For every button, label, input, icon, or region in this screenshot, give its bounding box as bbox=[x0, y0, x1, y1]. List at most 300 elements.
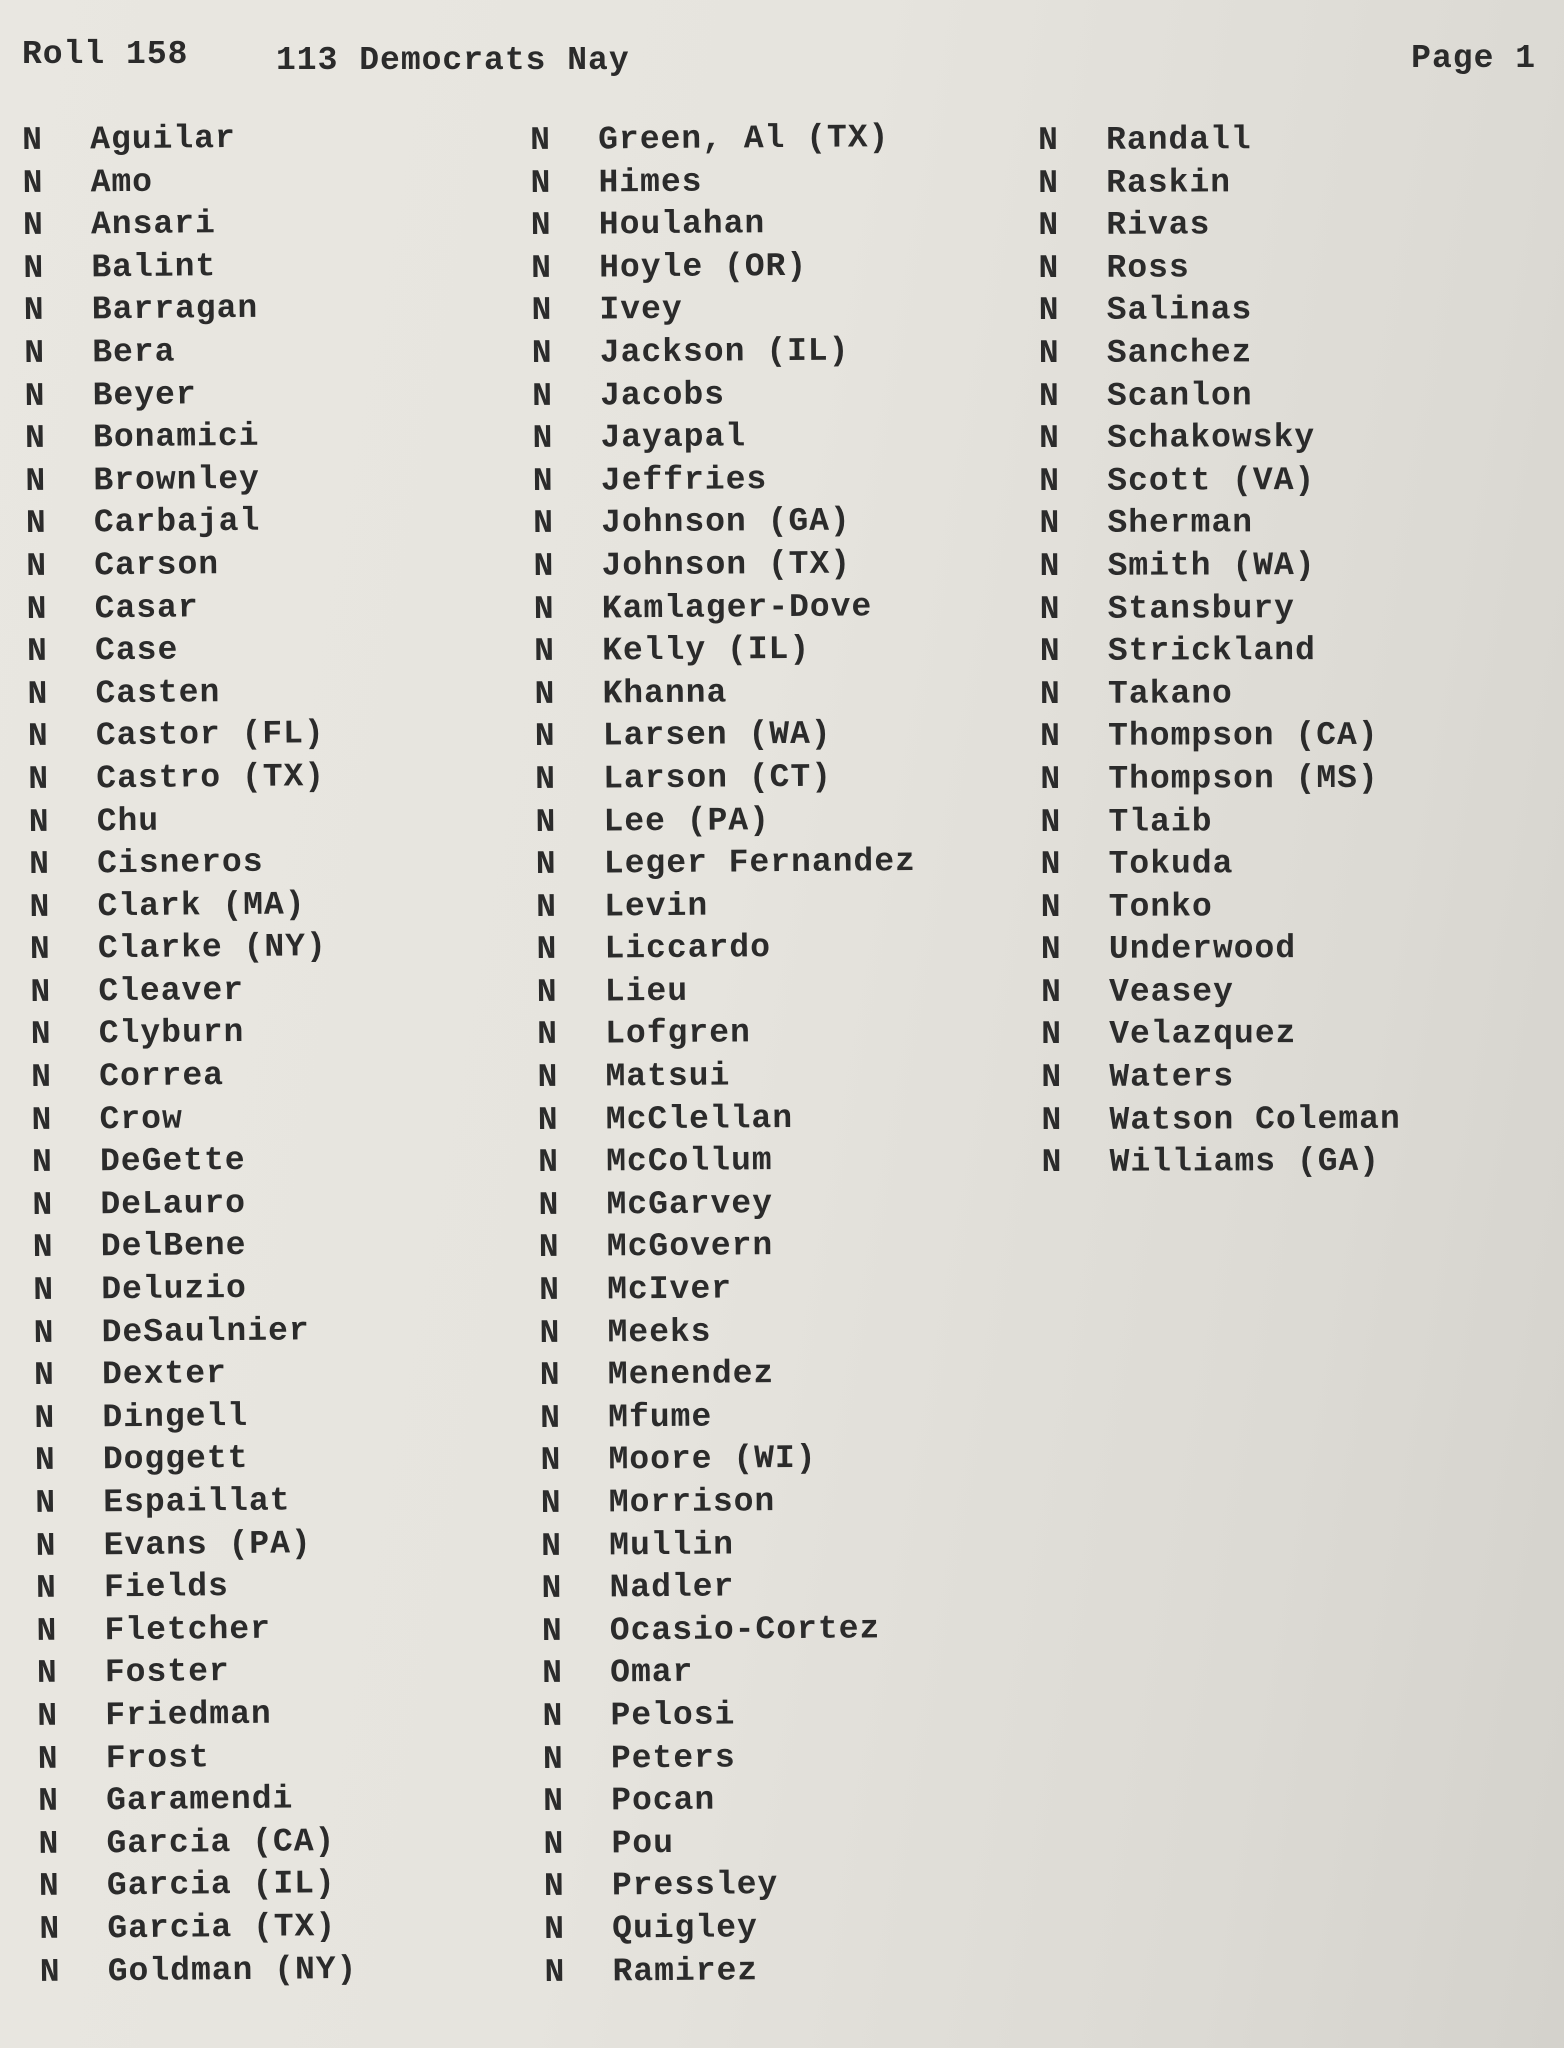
member-name: Levin bbox=[604, 887, 709, 926]
vote-mark: N bbox=[543, 1868, 565, 1906]
vote-mark: N bbox=[25, 505, 47, 543]
member-name: Strickland bbox=[1107, 632, 1316, 670]
vote-row bbox=[24, 287, 342, 333]
member-name: Clark (MA) bbox=[97, 886, 306, 925]
member-name: Schakowsky bbox=[1107, 419, 1316, 457]
vote-row bbox=[534, 671, 914, 717]
member-name: Himes bbox=[598, 163, 703, 202]
vote-mark: N bbox=[35, 1527, 57, 1565]
member-name: Tokuda bbox=[1108, 845, 1234, 883]
member-name: Bonamici bbox=[92, 417, 260, 457]
vote-mark: N bbox=[39, 1953, 61, 1991]
vote-row bbox=[540, 1395, 920, 1441]
vote-mark: N bbox=[541, 1527, 563, 1565]
vote-row bbox=[36, 1608, 354, 1654]
vote-column-2 bbox=[530, 117, 925, 1994]
member-name: Correa bbox=[99, 1057, 225, 1096]
vote-row bbox=[27, 628, 345, 674]
vote-mark: N bbox=[28, 803, 50, 841]
vote-mark: N bbox=[33, 1356, 56, 1395]
vote-row bbox=[534, 586, 914, 632]
member-name: McClellan bbox=[605, 1099, 794, 1139]
vote-row bbox=[536, 884, 916, 930]
vote-row bbox=[543, 1736, 923, 1782]
vote-mark: N bbox=[533, 590, 555, 628]
vote-row bbox=[537, 969, 917, 1015]
vote-row bbox=[37, 1650, 355, 1696]
member-name: Garamendi bbox=[105, 1780, 294, 1820]
vote-row bbox=[24, 330, 342, 376]
vote-row bbox=[540, 1437, 920, 1483]
vote-row bbox=[538, 1097, 918, 1143]
vote-mark: N bbox=[1038, 121, 1059, 159]
vote-row bbox=[27, 671, 345, 717]
vote-mark: N bbox=[26, 590, 48, 628]
member-name: Kamlager-Dove bbox=[601, 587, 873, 627]
roll-number: Roll 158 bbox=[22, 36, 189, 73]
vote-row bbox=[1039, 545, 1398, 589]
vote-row bbox=[22, 160, 340, 206]
vote-mark: N bbox=[1039, 505, 1061, 543]
vote-mark: N bbox=[31, 1101, 53, 1139]
member-name: Khanna bbox=[602, 674, 728, 713]
vote-mark: N bbox=[531, 249, 553, 287]
page-title: 113 Democrats Nay bbox=[276, 42, 630, 79]
member-name: Sherman bbox=[1107, 504, 1254, 543]
member-name: Crow bbox=[99, 1100, 183, 1138]
vote-mark: N bbox=[32, 1186, 54, 1224]
vote-mark: N bbox=[1038, 207, 1060, 245]
member-name: Espaillat bbox=[103, 1482, 291, 1522]
vote-mark: N bbox=[39, 1910, 61, 1948]
vote-column-1 bbox=[22, 117, 358, 1994]
vote-row bbox=[1038, 161, 1397, 205]
member-name: Case bbox=[94, 631, 179, 670]
vote-mark: N bbox=[532, 419, 554, 458]
vote-mark: N bbox=[542, 1697, 564, 1735]
vote-mark: N bbox=[37, 1697, 59, 1735]
vote-mark: N bbox=[1040, 760, 1062, 798]
member-name: Ross bbox=[1106, 249, 1190, 287]
vote-mark: N bbox=[540, 1484, 562, 1522]
vote-row bbox=[1039, 289, 1398, 333]
vote-row bbox=[541, 1523, 921, 1569]
vote-mark: N bbox=[35, 1484, 57, 1522]
vote-mark: N bbox=[34, 1399, 56, 1437]
vote-mark: N bbox=[537, 1101, 559, 1139]
member-name: Ansari bbox=[90, 205, 217, 244]
vote-row bbox=[539, 1224, 919, 1270]
member-name: Takano bbox=[1107, 675, 1233, 713]
vote-mark: N bbox=[1038, 164, 1060, 202]
member-name: Thompson (MS) bbox=[1108, 759, 1379, 798]
vote-mark: N bbox=[1040, 718, 1062, 756]
vote-row bbox=[544, 1948, 924, 1994]
vote-row bbox=[32, 1139, 350, 1185]
vote-row bbox=[26, 500, 344, 546]
vote-row bbox=[1040, 715, 1399, 759]
vote-mark: N bbox=[535, 845, 557, 884]
member-name: Hoyle (OR) bbox=[599, 247, 808, 287]
vote-row bbox=[532, 415, 912, 461]
vote-mark: N bbox=[538, 1229, 560, 1267]
member-name: Peters bbox=[610, 1738, 736, 1777]
vote-row bbox=[1041, 1013, 1400, 1057]
member-name: Clyburn bbox=[98, 1014, 245, 1053]
vote-row bbox=[40, 1948, 358, 1994]
vote-mark: N bbox=[542, 1655, 564, 1693]
member-name: Randall bbox=[1106, 121, 1252, 159]
vote-row bbox=[533, 500, 913, 546]
member-name: Clarke (NY) bbox=[97, 928, 327, 968]
vote-row bbox=[533, 458, 913, 504]
member-name: Mfume bbox=[608, 1398, 713, 1437]
member-name: Scanlon bbox=[1106, 376, 1253, 415]
vote-mark: N bbox=[533, 547, 555, 585]
vote-mark: N bbox=[531, 334, 553, 372]
vote-row bbox=[535, 798, 915, 844]
vote-mark: N bbox=[30, 1016, 52, 1054]
vote-mark: N bbox=[543, 1782, 565, 1821]
member-name: Mullin bbox=[609, 1526, 735, 1565]
member-name: Smith (WA) bbox=[1107, 546, 1316, 585]
vote-row bbox=[1040, 800, 1399, 844]
vote-mark: N bbox=[541, 1569, 563, 1608]
member-name: Green, Al (TX) bbox=[598, 119, 890, 159]
member-name: Williams (GA) bbox=[1109, 1143, 1381, 1182]
member-name: Rivas bbox=[1106, 206, 1211, 244]
vote-row bbox=[33, 1224, 351, 1270]
vote-row bbox=[539, 1267, 919, 1313]
vote-mark: N bbox=[531, 292, 553, 330]
vote-row bbox=[1039, 459, 1398, 503]
vote-mark: N bbox=[31, 1058, 53, 1097]
vote-row bbox=[39, 1906, 357, 1952]
member-name: Balint bbox=[91, 247, 217, 287]
vote-mark: N bbox=[536, 931, 558, 969]
member-name: Amo bbox=[90, 163, 154, 201]
vote-row bbox=[24, 373, 342, 419]
vote-mark: N bbox=[25, 462, 47, 500]
vote-row bbox=[26, 543, 344, 589]
vote-row bbox=[1041, 971, 1400, 1015]
vote-mark: N bbox=[1039, 420, 1060, 458]
member-name: Houlahan bbox=[598, 205, 766, 244]
vote-row bbox=[535, 756, 915, 802]
member-name: Jayapal bbox=[600, 418, 747, 457]
member-name: Thompson (CA) bbox=[1108, 717, 1379, 756]
member-name: Moore (WI) bbox=[608, 1440, 817, 1479]
member-name: Fletcher bbox=[104, 1610, 272, 1650]
vote-row bbox=[1040, 672, 1399, 716]
member-name: Friedman bbox=[105, 1695, 272, 1735]
vote-mark: N bbox=[1039, 675, 1061, 713]
vote-row bbox=[1038, 204, 1397, 248]
vote-mark: N bbox=[1038, 292, 1060, 330]
vote-mark: N bbox=[28, 845, 51, 884]
member-name: Beyer bbox=[92, 375, 197, 414]
vote-row bbox=[32, 1182, 350, 1228]
vote-row bbox=[542, 1608, 922, 1654]
member-name: Fields bbox=[103, 1568, 230, 1607]
vote-mark: N bbox=[1040, 803, 1062, 841]
vote-row bbox=[33, 1267, 351, 1313]
member-name: Garcia (CA) bbox=[106, 1822, 336, 1863]
vote-mark: N bbox=[1039, 633, 1061, 671]
vote-row bbox=[29, 884, 347, 930]
vote-mark: N bbox=[543, 1825, 565, 1863]
vote-mark: N bbox=[540, 1399, 562, 1437]
vote-mark: N bbox=[32, 1229, 54, 1267]
vote-mark: N bbox=[534, 718, 556, 756]
member-name: Carbajal bbox=[93, 503, 261, 542]
member-name: Johnson (GA) bbox=[601, 502, 851, 542]
member-name: Cisneros bbox=[96, 843, 264, 883]
vote-row bbox=[543, 1821, 923, 1867]
vote-mark: N bbox=[1038, 334, 1060, 372]
vote-mark: N bbox=[24, 334, 46, 372]
member-name: Kelly (IL) bbox=[602, 630, 811, 670]
vote-mark: N bbox=[22, 121, 44, 159]
vote-mark: N bbox=[1038, 249, 1060, 287]
vote-mark: N bbox=[23, 292, 45, 330]
vote-mark: N bbox=[537, 1016, 559, 1054]
vote-row bbox=[544, 1863, 924, 1909]
member-name: Carson bbox=[94, 546, 220, 585]
vote-row bbox=[33, 1310, 351, 1356]
vote-row bbox=[28, 756, 346, 802]
member-name: Aguilar bbox=[90, 119, 236, 159]
vote-row bbox=[1041, 885, 1400, 929]
vote-mark: N bbox=[536, 888, 558, 926]
page-header bbox=[22, 36, 1536, 84]
vote-mark: N bbox=[27, 718, 49, 756]
vote-row bbox=[1041, 928, 1400, 972]
vote-mark: N bbox=[36, 1612, 58, 1650]
member-name: Morrison bbox=[608, 1483, 776, 1522]
vote-mark: N bbox=[1039, 590, 1061, 628]
vote-row bbox=[39, 1863, 357, 1909]
page-number: Page 1 bbox=[1411, 40, 1536, 77]
vote-row bbox=[31, 1054, 349, 1100]
vote-row bbox=[31, 1097, 349, 1143]
member-name: Ocasio-Cortez bbox=[609, 1610, 881, 1650]
vote-row bbox=[38, 1821, 356, 1867]
vote-mark: N bbox=[530, 164, 552, 202]
vote-mark: N bbox=[537, 1058, 559, 1097]
member-name: McCollum bbox=[606, 1142, 773, 1181]
vote-mark: N bbox=[1041, 1016, 1063, 1054]
member-name: Frost bbox=[105, 1738, 210, 1777]
vote-row bbox=[1039, 374, 1398, 418]
vote-row bbox=[541, 1480, 921, 1526]
vote-mark: N bbox=[544, 1910, 566, 1948]
member-name: Quigley bbox=[612, 1909, 758, 1948]
member-name: Dingell bbox=[102, 1397, 249, 1437]
vote-mark: N bbox=[530, 207, 552, 245]
member-name: Jeffries bbox=[600, 460, 768, 500]
member-name: McGovern bbox=[606, 1227, 774, 1266]
member-name: Garcia (IL) bbox=[106, 1865, 336, 1905]
member-name: Lieu bbox=[604, 972, 689, 1011]
vote-row bbox=[29, 841, 347, 887]
vote-row bbox=[532, 330, 912, 376]
vote-row bbox=[37, 1693, 355, 1739]
member-name: Raskin bbox=[1106, 163, 1232, 202]
vote-row bbox=[1039, 332, 1398, 376]
vote-mark: N bbox=[26, 632, 49, 671]
vote-mark: N bbox=[534, 675, 556, 713]
vote-row bbox=[544, 1906, 924, 1952]
member-name: Larson (CT) bbox=[603, 758, 833, 798]
vote-mark: N bbox=[1038, 377, 1060, 415]
vote-mark: N bbox=[1041, 1058, 1063, 1097]
vote-mark: N bbox=[539, 1314, 561, 1352]
vote-mark: N bbox=[530, 121, 552, 159]
vote-row bbox=[534, 628, 914, 674]
vote-mark: N bbox=[540, 1442, 562, 1480]
vote-row bbox=[23, 202, 341, 248]
vote-row bbox=[531, 287, 911, 333]
member-name: Pocan bbox=[611, 1781, 716, 1820]
member-name: DeGette bbox=[99, 1142, 246, 1181]
vote-mark: N bbox=[534, 632, 556, 671]
vote-row bbox=[23, 245, 341, 291]
member-name: Cleaver bbox=[98, 971, 245, 1011]
vote-mark: N bbox=[542, 1740, 564, 1778]
member-name: Foster bbox=[104, 1653, 230, 1692]
vote-mark: N bbox=[536, 973, 558, 1011]
member-name: Evans (PA) bbox=[103, 1524, 312, 1564]
member-name: Matsui bbox=[605, 1057, 731, 1096]
vote-row bbox=[29, 798, 347, 844]
member-name: Underwood bbox=[1108, 930, 1297, 969]
member-name: Velazquez bbox=[1109, 1015, 1297, 1054]
member-name: McIver bbox=[607, 1270, 733, 1309]
vote-row bbox=[1040, 630, 1399, 674]
vote-row bbox=[538, 1182, 918, 1228]
member-name: Tlaib bbox=[1108, 802, 1213, 841]
vote-mark: N bbox=[34, 1442, 56, 1480]
vote-row bbox=[34, 1352, 352, 1398]
member-name: Castor (FL) bbox=[95, 715, 325, 755]
vote-mark: N bbox=[31, 1144, 53, 1182]
vote-row bbox=[1041, 1098, 1400, 1142]
vote-mark: N bbox=[35, 1569, 58, 1608]
member-name: Pou bbox=[611, 1824, 675, 1863]
member-name: Ramirez bbox=[612, 1951, 759, 1990]
vote-row bbox=[31, 1011, 349, 1057]
vote-mark: N bbox=[541, 1612, 563, 1650]
member-name: Bera bbox=[92, 333, 176, 372]
vote-row bbox=[537, 1054, 917, 1100]
vote-mark: N bbox=[24, 419, 47, 458]
vote-row bbox=[30, 926, 348, 972]
vote-row bbox=[34, 1395, 352, 1441]
member-name: Omar bbox=[610, 1654, 694, 1692]
member-name: Watson Coleman bbox=[1109, 1100, 1401, 1139]
vote-row bbox=[22, 117, 340, 163]
vote-row bbox=[25, 415, 343, 461]
member-name: Goldman (NY) bbox=[107, 1950, 358, 1990]
vote-row bbox=[25, 458, 343, 504]
vote-row bbox=[543, 1778, 923, 1824]
vote-mark: N bbox=[1039, 547, 1061, 585]
vote-mark: N bbox=[33, 1314, 55, 1352]
vote-mark: N bbox=[533, 505, 555, 543]
vote-mark: N bbox=[539, 1271, 561, 1309]
vote-row bbox=[531, 202, 911, 248]
vote-row bbox=[35, 1437, 353, 1483]
member-name: Castro (TX) bbox=[96, 758, 326, 798]
member-name: Casar bbox=[94, 588, 199, 627]
vote-row bbox=[1042, 1141, 1401, 1185]
vote-mark: N bbox=[1041, 1101, 1063, 1139]
member-name: Tonko bbox=[1108, 888, 1213, 926]
vote-row bbox=[1041, 843, 1400, 887]
member-name: DeSaulnier bbox=[101, 1311, 310, 1351]
vote-row bbox=[36, 1565, 354, 1611]
vote-row bbox=[28, 713, 346, 759]
vote-row bbox=[536, 841, 916, 887]
member-name: Stansbury bbox=[1107, 589, 1296, 628]
vote-mark: N bbox=[1040, 888, 1062, 926]
vote-mark: N bbox=[1040, 846, 1062, 884]
vote-row bbox=[541, 1565, 921, 1611]
vote-mark: N bbox=[26, 547, 48, 585]
vote-mark: N bbox=[538, 1186, 560, 1224]
member-name: Ivey bbox=[599, 291, 683, 329]
vote-row bbox=[35, 1522, 353, 1568]
member-name: Dexter bbox=[101, 1355, 228, 1394]
member-name: Doggett bbox=[102, 1440, 249, 1479]
member-name: Brownley bbox=[93, 460, 261, 500]
vote-row bbox=[542, 1693, 922, 1739]
vote-row bbox=[530, 117, 910, 163]
vote-row bbox=[542, 1650, 922, 1696]
member-name: Scott (VA) bbox=[1107, 461, 1316, 500]
vote-row bbox=[1041, 1056, 1400, 1100]
vote-mark: N bbox=[28, 760, 50, 798]
vote-mark: N bbox=[37, 1782, 60, 1821]
vote-mark: N bbox=[532, 462, 554, 500]
vote-mark: N bbox=[23, 249, 45, 287]
vote-mark: N bbox=[37, 1740, 59, 1778]
member-name: Pelosi bbox=[610, 1696, 736, 1735]
vote-mark: N bbox=[535, 803, 557, 841]
vote-row bbox=[533, 543, 913, 589]
member-name: DelBene bbox=[100, 1227, 247, 1266]
vote-row bbox=[1040, 587, 1399, 631]
vote-mark: N bbox=[1040, 973, 1062, 1011]
member-name: Liccardo bbox=[604, 929, 772, 968]
member-name: McGarvey bbox=[606, 1184, 774, 1224]
vote-mark: N bbox=[38, 1825, 60, 1863]
member-name: Meeks bbox=[607, 1313, 712, 1352]
vote-mark: N bbox=[33, 1271, 55, 1309]
member-name: Sanchez bbox=[1106, 334, 1253, 372]
vote-row bbox=[1038, 247, 1397, 291]
member-name: Waters bbox=[1109, 1058, 1235, 1096]
member-name: Salinas bbox=[1106, 291, 1253, 330]
vote-row bbox=[539, 1310, 919, 1356]
vote-mark: N bbox=[38, 1868, 60, 1906]
vote-row bbox=[538, 1139, 918, 1185]
member-name: Jacobs bbox=[600, 376, 726, 415]
vote-row bbox=[532, 373, 912, 419]
member-name: Chu bbox=[96, 802, 160, 840]
member-name: Pressley bbox=[611, 1866, 779, 1905]
